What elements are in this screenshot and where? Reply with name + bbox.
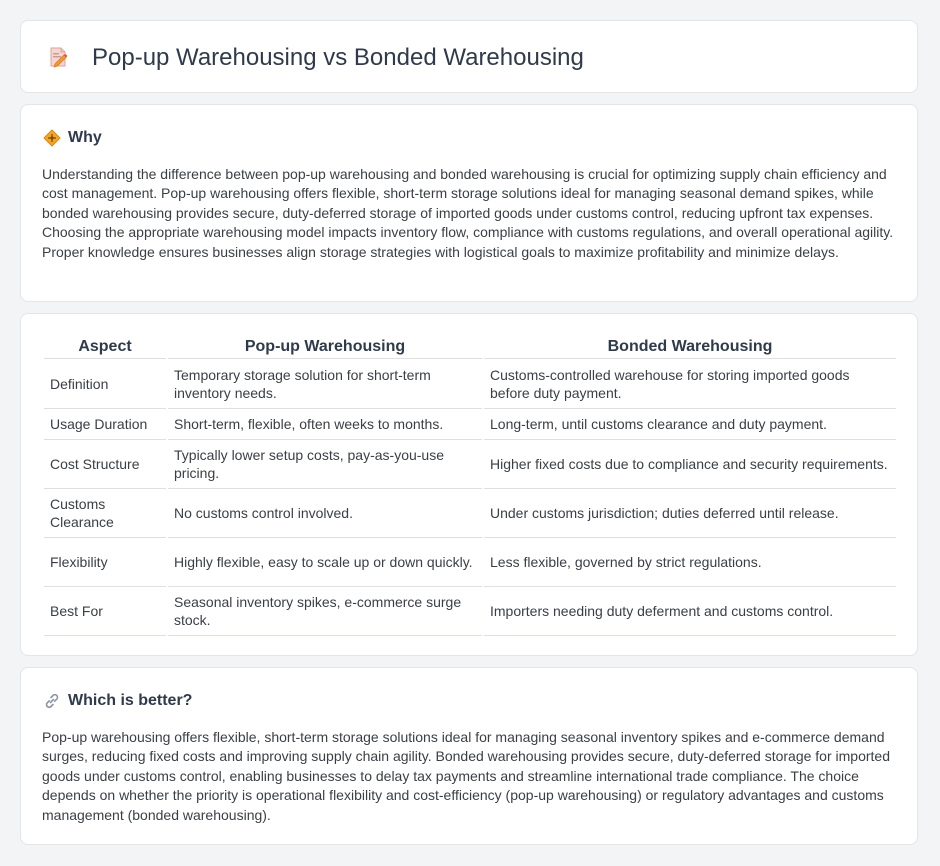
- table-row: [44, 359, 896, 409]
- aspect-cell: Flexibility: [44, 538, 166, 587]
- bonded-cell: Higher fixed costs due to compliance and security requirements.: [484, 440, 896, 489]
- table-row: [44, 489, 896, 538]
- why-heading: Why: [68, 129, 102, 146]
- column-header-aspect: Aspect: [44, 336, 166, 359]
- why-section: [20, 104, 918, 302]
- aspect-cell: Customs Clearance: [44, 489, 166, 538]
- column-header-bonded: Bonded Warehousing: [484, 336, 896, 359]
- aspect-cell: Best For: [44, 587, 166, 636]
- link-icon: [43, 692, 61, 710]
- table-header-row: [44, 336, 896, 359]
- popup-cell: No customs control involved.: [168, 489, 482, 538]
- comparison-section: [20, 313, 918, 656]
- bonded-cell: Customs-controlled warehouse for storing imported goods before duty payment.: [484, 359, 896, 409]
- why-heading-row: [43, 127, 102, 149]
- better-heading: Which is better?: [68, 692, 193, 709]
- better-heading-row: [43, 690, 192, 712]
- table-row: [44, 440, 896, 489]
- why-body: Understanding the difference between pop-up warehousing and bonded warehousing is crucial for optimizing supply chain efficiency and cost management. Pop-up warehousing offers flexible, short-term storage solutions ideal for managing seasonal demand spikes, while bonded warehousing provides secure, duty-deferred storage of imported goods under customs control, reducing upfront tax expenses. Choosing the appropriate warehousing model impacts inventory flow, compliance with customs regulations, and overall operational agility. Proper knowledge ensures businesses align storage strategies with logistical goals to maximize profitability and minimize delays.: [42, 166, 894, 260]
- aspect-cell: Usage Duration: [44, 409, 166, 440]
- aspect-cell: Cost Structure: [44, 440, 166, 489]
- bonded-cell: Long-term, until customs clearance and duty payment.: [484, 409, 896, 440]
- document-edit-icon: [47, 46, 69, 68]
- bonded-cell: Under customs jurisdiction; duties deferred until release.: [484, 489, 896, 538]
- diamond-warning-icon: [43, 129, 61, 147]
- table-row: [44, 409, 896, 440]
- comparison-table: [42, 336, 898, 636]
- table-row: [44, 587, 896, 636]
- better-body: Pop-up warehousing offers flexible, short-term storage solutions ideal for managing seasonal inventory spikes and e-commerce demand surges, reducing fixed costs and improving supply chain agility. Bonded warehousing provides secure, duty-deferred storage for imported goods under customs control, enabling businesses to delay tax payments and streamline international trade compliance. The choice depends on whether the priority is operational flexibility and cost-efficiency (pop-up warehousing) or regulatory advantages and customs management (bonded warehousing).: [42, 729, 890, 823]
- popup-cell: Typically lower setup costs, pay-as-you-use pricing.: [168, 440, 482, 489]
- column-header-popup: Pop-up Warehousing: [168, 336, 482, 359]
- which-is-better-section: [20, 667, 918, 845]
- header-card: [20, 20, 918, 93]
- bonded-cell: Importers needing duty deferment and customs control.: [484, 587, 896, 636]
- popup-cell: Seasonal inventory spikes, e-commerce surge stock.: [168, 587, 482, 636]
- aspect-cell: Definition: [44, 359, 166, 409]
- popup-cell: Short-term, flexible, often weeks to months.: [168, 409, 482, 440]
- popup-cell: Highly flexible, easy to scale up or down quickly.: [168, 538, 482, 587]
- bonded-cell: Less flexible, governed by strict regulations.: [484, 538, 896, 587]
- page-title: Pop-up Warehousing vs Bonded Warehousing: [92, 44, 584, 71]
- popup-cell: Temporary storage solution for short-term inventory needs.: [168, 359, 482, 409]
- table-row: [44, 538, 896, 587]
